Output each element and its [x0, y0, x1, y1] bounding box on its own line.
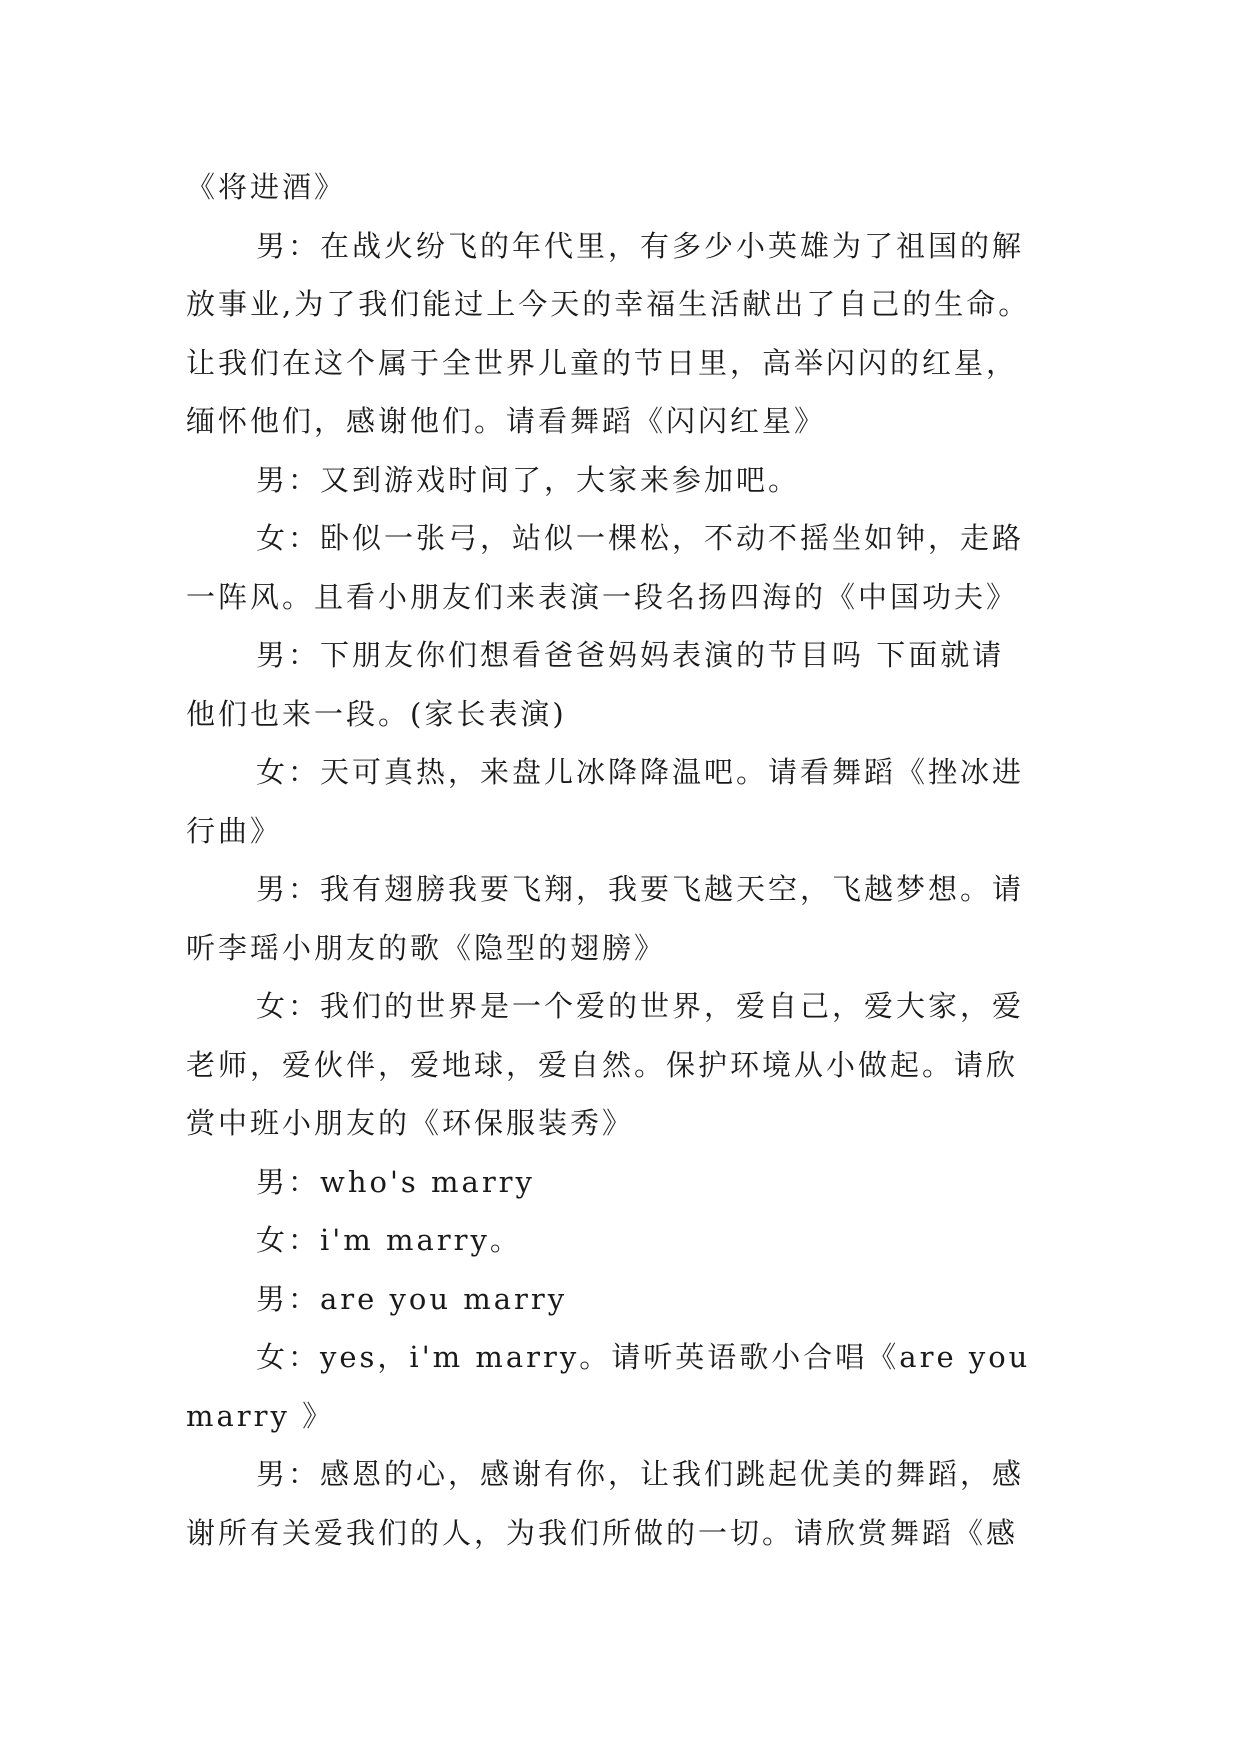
text-line: 男：who's marry [256, 1164, 535, 1199]
text-line: 赏中班小朋友的《环保服装秀》 [186, 1106, 635, 1140]
text-line: 男：感恩的心，感谢有你，让我们跳起优美的舞蹈，感 [256, 1457, 1025, 1491]
text-line: 听李瑶小朋友的歌《隐型的翅膀》 [186, 930, 667, 965]
text-line: 男：我有翅膀我要飞翔，我要飞越天空，飞越梦想。请 [256, 872, 1025, 906]
text-line: 男：又到游戏时间了，大家来参加吧。 [256, 462, 801, 497]
text-line: 女：卧似一张弓，站似一棵松，不动不摇坐如钟，走路 [256, 521, 1025, 555]
text-line: 缅怀他们，感谢他们。请看舞蹈《闪闪红星》 [186, 404, 827, 438]
text-line: 他们也来一段。(家长表演) [186, 696, 567, 731]
document-body [186, 158, 1086, 1562]
text-line: 一阵风。且看小朋友们来表演一段名扬四海的《中国功夫》 [186, 579, 1019, 614]
text-line: 女：yes，i'm marry。请听英语歌小合唱《are you [256, 1340, 1031, 1374]
text-line: 女：i'm marry。 [256, 1223, 522, 1257]
text-line: 女：天可真热，来盘儿冰降降温吧。请看舞蹈《挫冰进 [256, 755, 1025, 789]
text-line: 男：are you marry [256, 1281, 568, 1316]
text-line: 男：在战火纷飞的年代里，有多少小英雄为了祖国的解 [256, 228, 1025, 263]
text-line: 老师，爱伙伴，爱地球，爱自然。保护环境从小做起。请欣 [186, 1047, 1019, 1082]
text-line: 谢所有关爱我们的人，为我们所做的一切。请欣赏舞蹈《感 [186, 1515, 1019, 1550]
text-line: 《将进酒》 [186, 170, 347, 204]
text-line: 行曲》 [186, 813, 283, 848]
text-line: marry 》 [186, 1398, 335, 1433]
text-line: 让我们在这个属于全世界儿童的节日里，高举闪闪的红星， [186, 345, 1019, 380]
text-line: 男：下朋友你们想看爸爸妈妈表演的节目吗 下面就请 [256, 638, 1005, 672]
text-line: 放事业,为了我们能过上今天的幸福生活献出了自己的生命。 [186, 287, 1031, 321]
text-line: 女：我们的世界是一个爱的世界，爱自己，爱大家，爱 [256, 989, 1025, 1023]
